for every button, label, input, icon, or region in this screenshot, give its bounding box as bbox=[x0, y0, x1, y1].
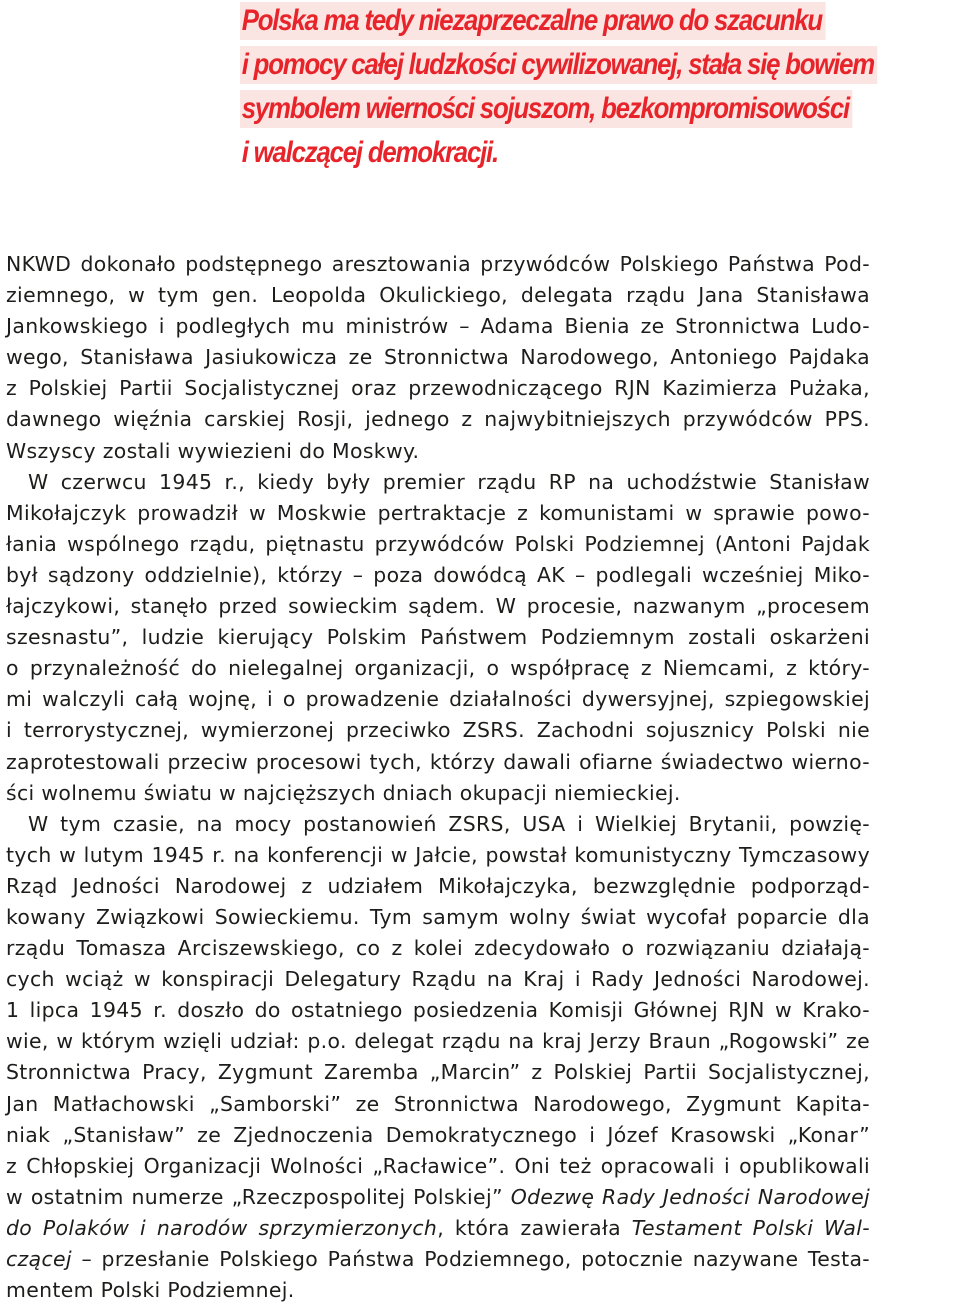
text-line: ści wolnemu światu w najcięższych dniach okupacji niemieckiej. bbox=[6, 780, 681, 805]
pull-quote-line bbox=[240, 90, 960, 134]
text-line bbox=[6, 1182, 870, 1213]
text-run: – przesłanie Polskiego Państwa Podziemnego, potocznie nazywane Testa- bbox=[71, 1247, 870, 1271]
pull-quote bbox=[240, 2, 960, 178]
text-line: tych w lutym 1945 r. na konferencji w Jałcie, powstał komunistyczny Tymczasowy bbox=[6, 842, 870, 867]
text-line: Rząd Jedności Narodowej z udziałem Mikołajczyka, bezwzględnie podporząd- bbox=[6, 873, 870, 898]
paragraph-first-line: W tym czasie, na mocy postanowień ZSRS, USA i Wielkiej Brytanii, powzię- bbox=[28, 811, 870, 836]
text-line: kowany Związkowi Sowieckiemu. Tym samym wolny świat wycofał poparcie dla bbox=[6, 904, 870, 929]
text-line: Mikołajczyk prowadził w Moskwie pertraktacje z komunistami w sprawie powo- bbox=[6, 500, 870, 525]
pull-quote-line bbox=[240, 46, 960, 90]
text-line: niak „Stanisław” ze Zjednoczenia Demokratycznego i Józef Krasowski „Konar” bbox=[6, 1122, 870, 1147]
article-body bbox=[6, 249, 870, 1306]
text-run: w ostatnim numerze „Rzeczpospolitej Polskiej” bbox=[6, 1184, 511, 1209]
text-run: , która zawierała bbox=[437, 1215, 632, 1240]
italic-title: czącej bbox=[6, 1247, 72, 1271]
text-line: z Chłopskiej Organizacji Wolności „Racławice”. Oni też opracowali i opublikowali bbox=[6, 1153, 870, 1178]
text-line: był sądzony oddzielnie), którzy – poza dowódcą AK – podlegali wcześniej Miko- bbox=[6, 562, 870, 587]
paragraph-first-line: W czerwcu 1945 r., kiedy były premier rządu RP na uchodźstwie Stanisław bbox=[28, 469, 870, 494]
text-line: ziemnego, w tym gen. Leopolda Okulickiego, delegata rządu Jana Stanisława bbox=[6, 283, 870, 308]
pull-quote-line bbox=[240, 2, 960, 46]
text-line: łajczykowi, stanęło przed sowieckim sądem. W procesie, nazwanym „procesem bbox=[6, 594, 870, 619]
text-line: wie, w którym wzięli udział: p.o. delegat rządu na kraj Jerzy Braun „Rogowski” ze bbox=[6, 1029, 870, 1054]
italic-title: Testament Polski Wal- bbox=[631, 1215, 870, 1240]
text-line: mi walczyli całą wojnę, i o prowadzenie działalności dywersyjnej, szpiegowskiej bbox=[6, 687, 870, 712]
pull-quote-line bbox=[240, 134, 960, 178]
pull-quote-text: i pomocy całej ludzkości cywilizowanej, stała się bowiem bbox=[240, 46, 877, 84]
text-line: 1 lipca 1945 r. doszło do ostatniego posiedzenia Komisji Głównej RJN w Krako- bbox=[6, 998, 870, 1023]
text-line: NKWD dokonało podstępnego aresztowania przywódców Polskiego Państwa Pod- bbox=[6, 252, 870, 276]
text-line: łania wspólnego rządu, piętnastu przywódców Polski Podziemnej (Antoni Pajdak bbox=[6, 531, 870, 556]
text-line: Wszyscy zostali wywiezieni do Moskwy. bbox=[6, 438, 420, 463]
text-line: o przynależność do nielegalnej organizacji, o współpracę z Niemcami, z który- bbox=[6, 656, 870, 681]
text-line bbox=[6, 1213, 870, 1244]
italic-title: do Polaków i narodów sprzymierzonych bbox=[6, 1215, 438, 1240]
text-line: Jankowskiego i podległych mu ministrów – Adama Bienia ze Stronnictwa Ludo- bbox=[6, 314, 870, 339]
text-line: Stronnictwa Pracy, Zygmunt Zaremba „Marcin” z Polskiej Partii Socjalistycznej, bbox=[6, 1060, 870, 1085]
text-line: dawnego więźnia carskiej Rosji, jednego z najwybitniejszych przywódców PPS. bbox=[6, 407, 870, 432]
text-line bbox=[6, 1244, 870, 1275]
text-line: mentem Polski Podziemnej. bbox=[6, 1278, 295, 1303]
pull-quote-text: symbolem wierności sojuszom, bezkompromisowości bbox=[240, 90, 852, 128]
text-line: Jan Matłachowski „Samborski” ze Stronnictwa Narodowego, Zygmunt Kapita- bbox=[6, 1091, 870, 1116]
text-line: wego, Stanisława Jasiukowicza ze Stronnictwa Narodowego, Antoniego Pajdaka bbox=[6, 345, 870, 370]
pull-quote-text: i walczącej demokracji. bbox=[240, 134, 501, 172]
text-line: zaprotestowali przeciw procesowi tych, którzy dawali ofiarne świadectwo wierno- bbox=[6, 749, 870, 774]
text-line: cych wciąż w konspiracji Delegatury Rządu na Kraj i Rady Jedności Narodowej. bbox=[6, 967, 870, 992]
italic-title: Odezwę Rady Jedności Narodowej bbox=[510, 1184, 870, 1209]
pull-quote-text: Polska ma tedy niezaprzeczalne prawo do szacunku bbox=[240, 2, 825, 40]
text-line: rządu Tomasza Arciszewskiego, co z kolei zdecydowało o rozwiązaniu działają- bbox=[6, 936, 870, 961]
text-line: szesnastu”, ludzie kierujący Polskim Państwem Podziemnym zostali oskarżeni bbox=[6, 625, 870, 650]
text-line: z Polskiej Partii Socjalistycznej oraz przewodniczącego RJN Kazimierza Pużaka, bbox=[6, 376, 870, 401]
text-line: i terrorystycznej, wymierzonej przeciwko ZSRS. Zachodni sojusznicy Polski nie bbox=[6, 718, 870, 743]
